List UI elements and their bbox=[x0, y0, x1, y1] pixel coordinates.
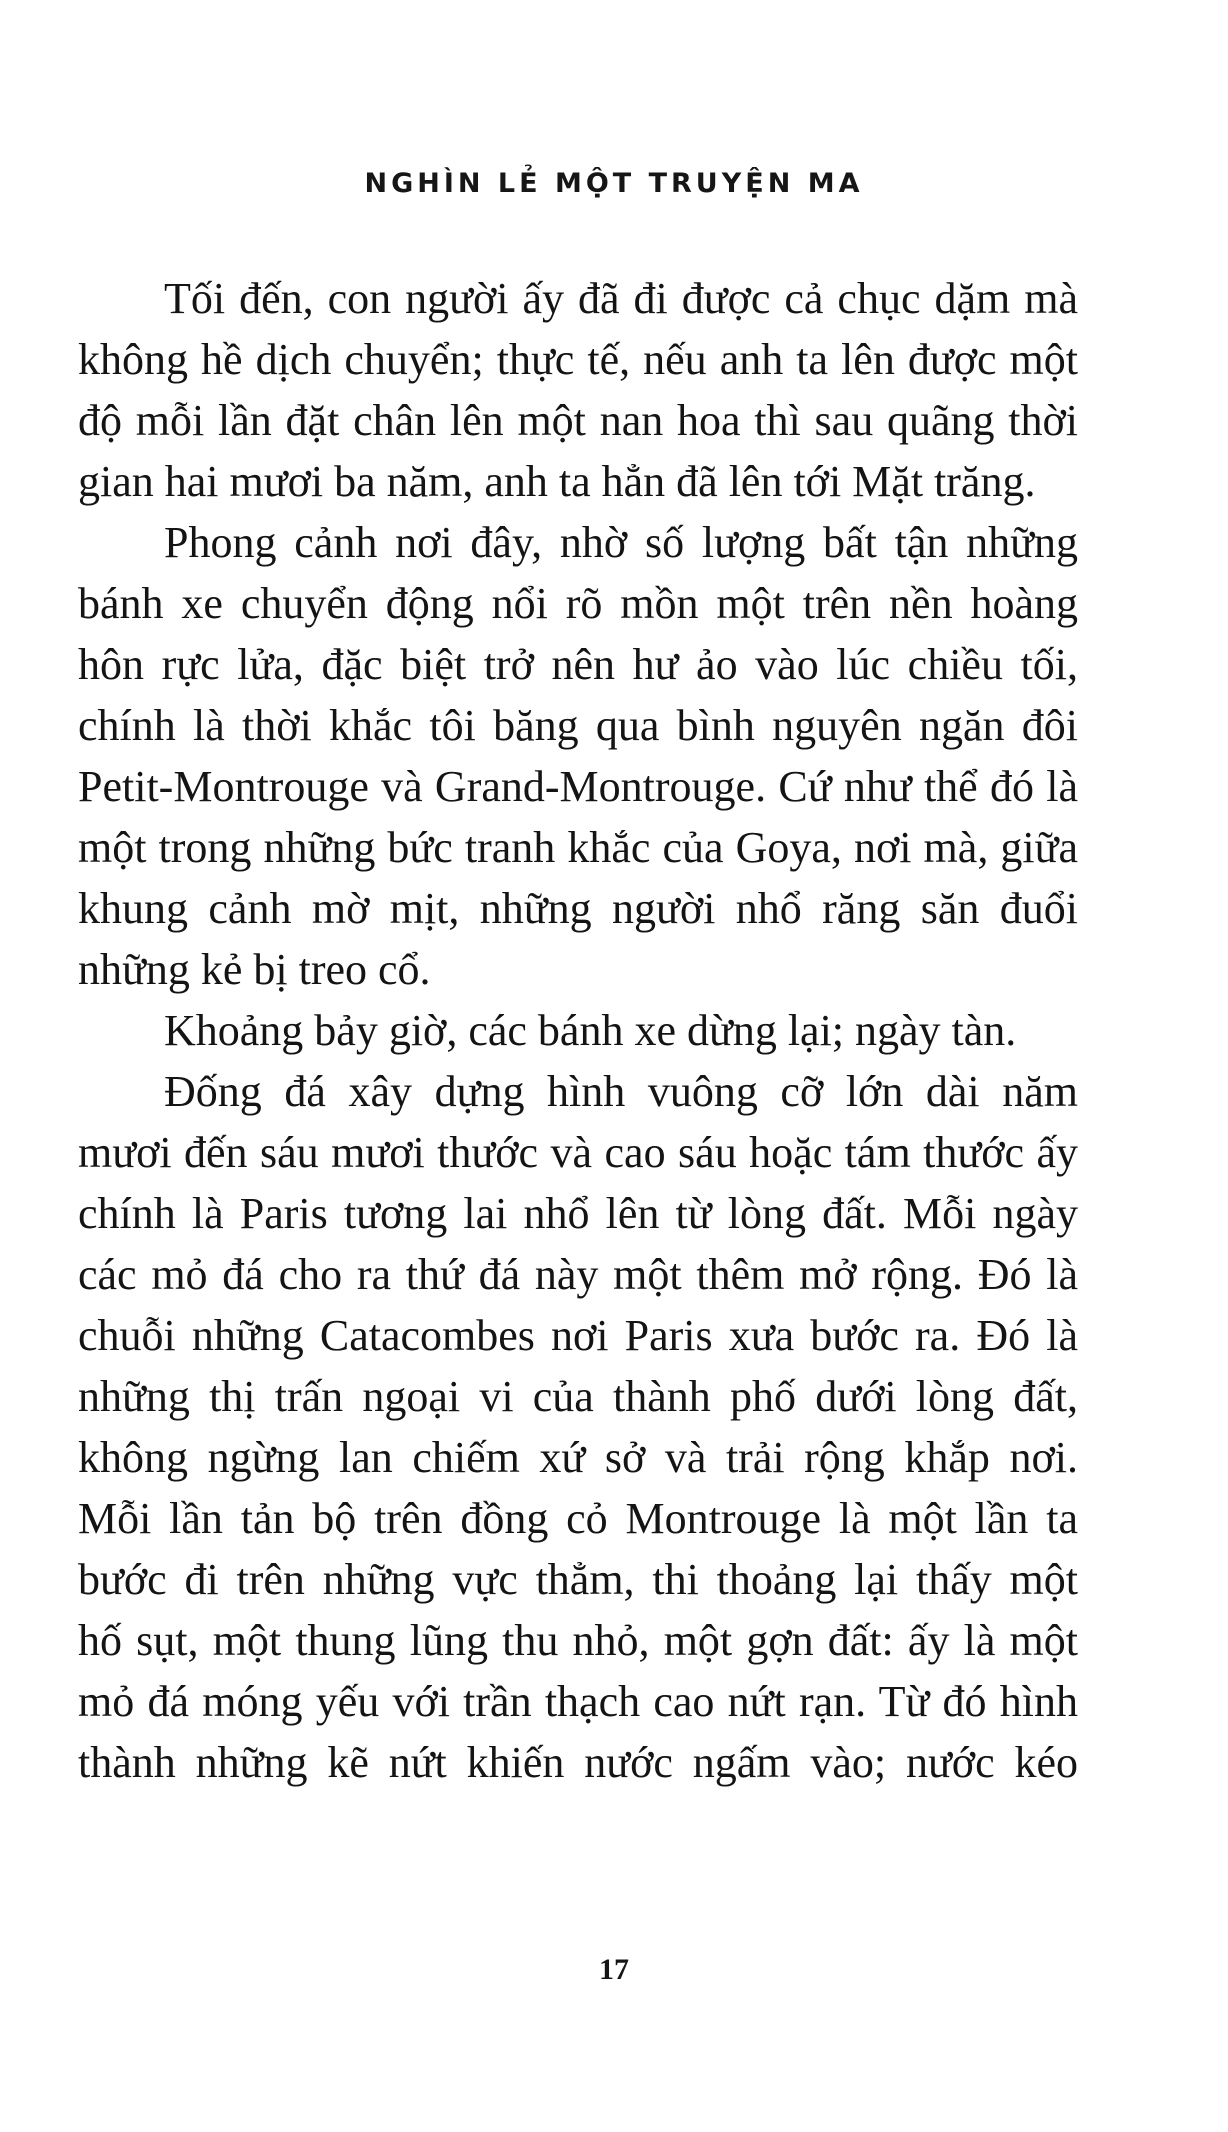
text-line: không ngừng lan chiếm xứ sở và trải rộng khắp nơi. bbox=[78, 1433, 1078, 1482]
text-line: chính là Paris tương lai nhổ lên từ lòng đất. Mỗi ngày bbox=[78, 1189, 1078, 1238]
text-line: Đống đá xây dựng hình vuông cỡ lớn dài năm bbox=[164, 1067, 1078, 1116]
text-line: chính là thời khắc tôi băng qua bình nguyên ngăn đôi bbox=[78, 701, 1078, 750]
running-title: NGHÌN LẺ MỘT TRUYỆN MA bbox=[364, 168, 864, 199]
text-line: một trong những bức tranh khắc của Goya, nơi mà, giữa bbox=[78, 823, 1078, 872]
text-line: những thị trấn ngoại vi của thành phố dưới lòng đất, bbox=[78, 1372, 1078, 1421]
text-line: không hề dịch chuyển; thực tế, nếu anh ta lên được một bbox=[78, 335, 1078, 384]
body-text bbox=[78, 268, 1078, 1793]
text-line: chuỗi những Catacombes nơi Paris xưa bước ra. Đó là bbox=[78, 1311, 1078, 1360]
text-line: Phong cảnh nơi đây, nhờ số lượng bất tận những bbox=[164, 518, 1078, 567]
text-line: những kẻ bị treo cổ. bbox=[78, 945, 431, 994]
text-line: Tối đến, con người ấy đã đi được cả chục dặm mà bbox=[164, 274, 1078, 323]
text-line: mỏ đá móng yếu với trần thạch cao nứt rạn. Từ đó hình bbox=[78, 1677, 1078, 1726]
text-line: bước đi trên những vực thẳm, thi thoảng lại thấy một bbox=[78, 1555, 1078, 1604]
text-line: khung cảnh mờ mịt, những người nhổ răng săn đuổi bbox=[78, 884, 1078, 933]
text-line: các mỏ đá cho ra thứ đá này một thêm mở rộng. Đó là bbox=[78, 1250, 1078, 1299]
text-line: bánh xe chuyển động nổi rõ mồn một trên nền hoàng bbox=[78, 579, 1078, 628]
text-line: độ mỗi lần đặt chân lên một nan hoa thì sau quãng thời bbox=[78, 396, 1078, 445]
text-line: thành những kẽ nứt khiến nước ngấm vào; nước kéo bbox=[78, 1738, 1078, 1787]
text-line: mươi đến sáu mươi thước và cao sáu hoặc tám thước ấy bbox=[78, 1128, 1078, 1177]
text-line: hố sụt, một thung lũng thu nhỏ, một gợn đất: ấy là một bbox=[78, 1616, 1078, 1665]
text-line: gian hai mươi ba năm, anh ta hẳn đã lên tới Mặt trăng. bbox=[78, 457, 1036, 506]
text-line: Petit-Montrouge và Grand-Montrouge. Cứ như thể đó là bbox=[78, 762, 1078, 811]
text-line: hôn rực lửa, đặc biệt trở nên hư ảo vào lúc chiều tối, bbox=[78, 640, 1078, 689]
text-line: Mỗi lần tản bộ trên đồng cỏ Montrouge là một lần ta bbox=[78, 1494, 1078, 1543]
page-number: 17 bbox=[599, 1953, 629, 1986]
text-line: Khoảng bảy giờ, các bánh xe dừng lại; ngày tàn. bbox=[164, 1006, 1017, 1055]
